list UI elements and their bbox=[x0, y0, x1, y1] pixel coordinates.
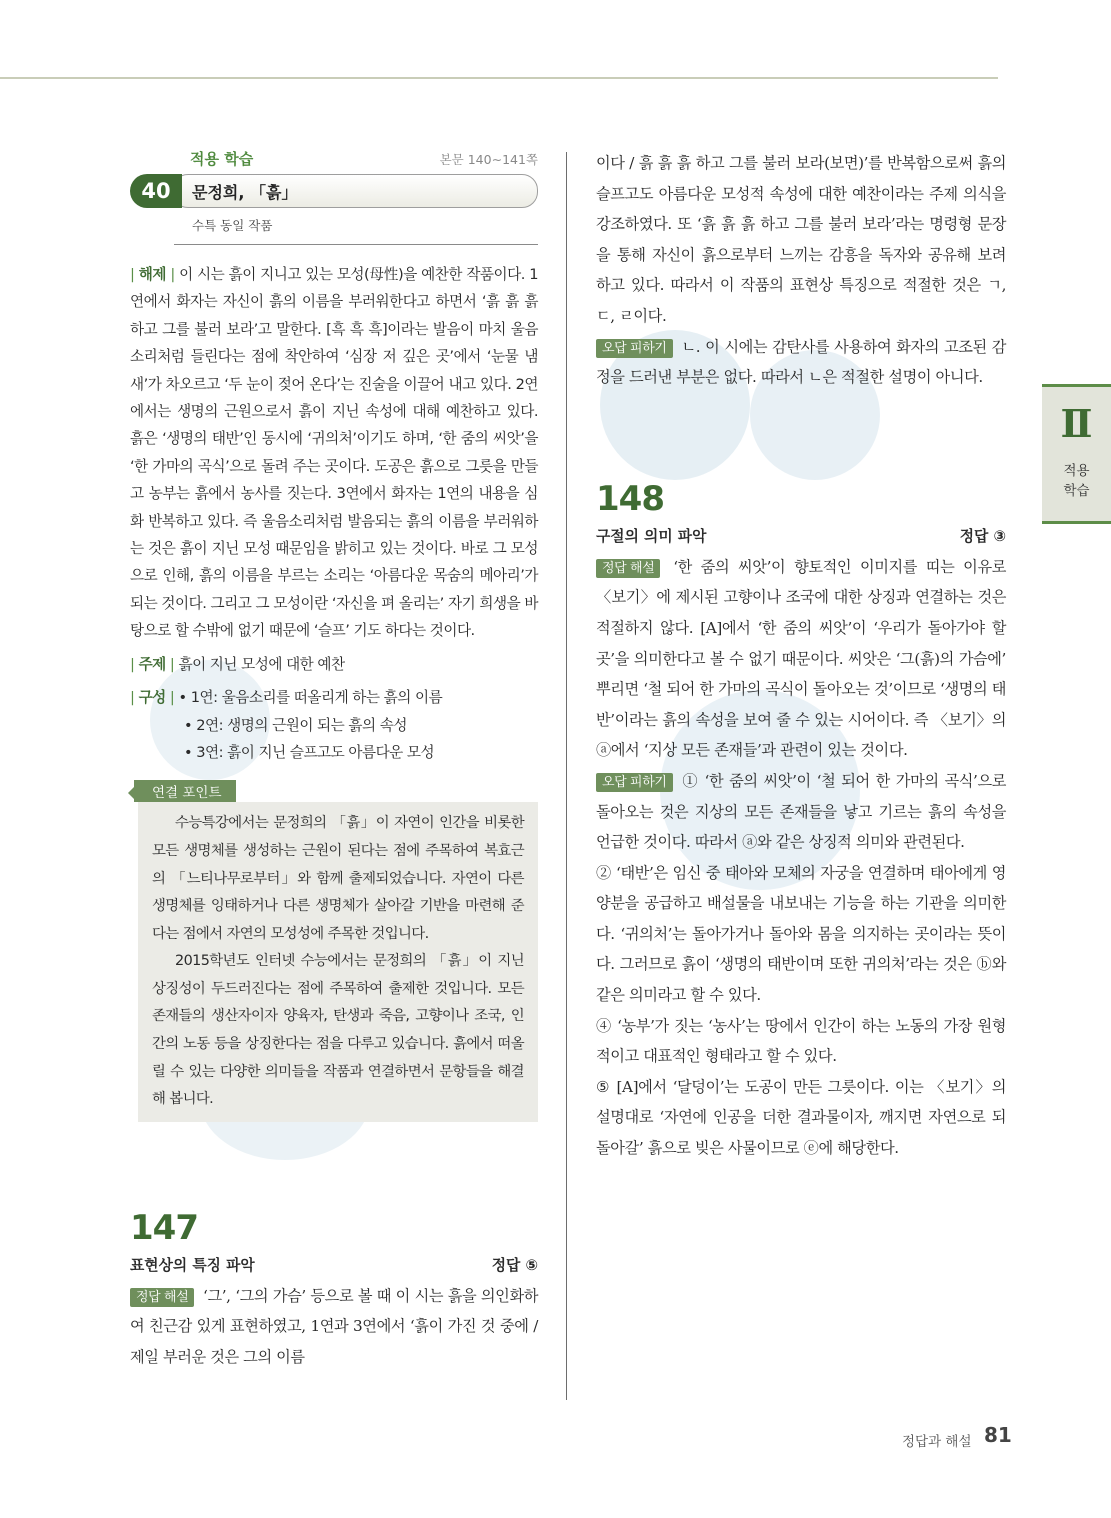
answer-explanation bbox=[130, 1281, 538, 1373]
chapter-label-line: 학습 bbox=[1063, 483, 1090, 499]
chapter-side-tab bbox=[1042, 384, 1111, 524]
structure-label: 구성 bbox=[138, 689, 166, 707]
answer-tag: 정답 해설 bbox=[596, 559, 660, 578]
wrong-item: ④ ‘농부’가 짓는 ‘농사’는 땅에서 인간이 하는 노동의 가장 원형적이고 대표적인 형태라고 할 수 있다. bbox=[596, 1016, 1006, 1066]
answer-text: ‘한 줌의 씨앗’이 향토적인 이미지를 띠는 이유로 〈보기〉에 제시된 고향이나 조국에 대한 상징과 연결하는 것은 적절하지 않다. [A]에서 ‘한 줌의 씨앗’이 ‘우리가 돌아가야 할 곳’을 의미한다고 볼 수 없기 때문이다. 씨앗은 ‘그(흙)의 가슴에’ 뿌리면 ‘철 되어 한 가마의 곡식이 돌아오는 것’이므로 ‘생명의 태반’이라는 흙의 속성을 보여 줄 수 있는 시어이다. 즉 〈보기〉의 ⓐ에서 ‘지상 모든 존재들’과 관련이 있는 것이다. bbox=[596, 557, 1006, 760]
right-column bbox=[596, 148, 1006, 1164]
structure-list bbox=[130, 712, 538, 767]
connection-point bbox=[130, 780, 538, 1122]
analysis-paragraph: | 해제 | 이 시는 흙이 지니고 있는 모성(母性)을 예찬한 작품이다. 1연에서 화자는 자신이 흙의 이름을 부러워한다고 하면서 ‘흙 흙 흙하고 그를 불러 보라’고 말한다. [흑 흑 흑]이라는 발음이 마치 울음소리처럼 들린다는 점에 착안하여 ‘심장 저 깊은 곳’에서 ‘눈물 냄새’가 차오르고 ‘두 눈이 젖어 온다’는 진술을 이끌어 내고 있다. 2연에서는 생명의 근원으로서 흙이 지닌 속성에 대해 예찬하고 있다. 흙은 ‘생명의 태반’인 동시에 ‘귀의처’이기도 하며, ‘한 줌의 씨앗’을 ‘한 가마의 곡식’으로 돌려 주는 곳이다. 도공은 흙으로 그릇을 만들고 농부는 흙에서 농사를 짓는다. 3연에서 화자는 1연의 내용을 심화 반복하고 있다. 즉 울음소리처럼 발음되는 흙의 이름을 부러워하는 것은 흙이 지닌 모성 때문임을 밝히고 있는 것이다. 바로 그 모성으로 인해, 흙의 이름을 부르는 소리는 ‘아름다운 목숨의 메아리’가 되는 것이다. 그리고 그 모성이란 ‘자신을 펴 올리는’ 자기 희생을 바탕으로 할 수밖에 없기 때문에 ‘슬프’ 기도 하다는 것이다. bbox=[130, 266, 538, 640]
wrong-item: ② ‘태반’은 임신 중 태아와 모체의 자궁을 연결하며 태아에게 영양분을 공급하고 배설물을 내보내는 기능을 하는 기관을 의미한다. ‘귀의처’는 돌아가거나 돌아와 몸을 의지하는 곳이라는 뜻이다. 그러므로 흙이 ‘생명의 태반이며 또한 귀의처’라는 것은 ⓑ와 같은 의미라고 할 수 있다. bbox=[596, 863, 1006, 1005]
left-column bbox=[130, 148, 538, 1373]
question-147 bbox=[130, 1208, 538, 1373]
question-topic-row bbox=[596, 525, 1006, 546]
chapter-label-line: 적용 bbox=[1063, 463, 1090, 479]
page-reference: 본문 140∼141쪽 bbox=[439, 152, 538, 167]
work-title-bar bbox=[130, 174, 538, 208]
analysis-label: 해제 bbox=[138, 266, 166, 283]
answer-explanation bbox=[596, 552, 1006, 766]
analysis-text: 이 시는 흙이 지니고 있는 모성(母性)을 예찬한 작품이다. 1연에서 화자는 자신이 흙의 이름을 부러워한다고 하면서 ‘흙 흙 흙하고 그를 불러 보라’고 말한다. [흑 흑 흑]이라는 발음이 마치 울음소리처럼 들린다는 점에 착안하여 ‘심장 저 깊은 곳’에서 ‘눈물 냄새’가 차오르고 ‘두 눈이 젖어 온다’는 진술을 이끌어 내고 있다. 2연에서는 생명의 근원으로서 흙이 지닌 속성에 대해 예찬하고 있다. 흙은 ‘생명의 태반’인 동시에 ‘귀의처’이기도 하며, ‘한 줌의 씨앗’을 ‘한 가마의 곡식’으로 돌려 주는 곳이다. 도공은 흙으로 그릇을 만들고 농부는 흙에서 농사를 짓는다. 3연에서 화자는 1연의 내용을 심화 반복하고 있다. 즉 울음소리처럼 발음되는 흙의 이름을 부러워하는 것은 흙이 지닌 모성 때문임을 밝히고 있는 것이다. 바로 그 모성으로 인해, 흙의 이름을 부르는 소리는 ‘아름다운 목숨의 메아리’가 되는 것이다. 그리고 그 모성이란 ‘자신을 펴 올리는’ 자기 희생을 바탕으로 할 수밖에 없기 때문에 ‘슬프’ 기도 하다는 것이다. bbox=[130, 266, 538, 640]
section-title: 적용 학습 bbox=[190, 150, 254, 168]
wrong-tag: 오답 피하기 bbox=[596, 773, 673, 792]
column-divider bbox=[566, 152, 567, 1400]
connection-box bbox=[138, 802, 538, 1122]
answer-text: ‘그’, ‘그의 가슴’ 등으로 볼 때 이 시는 흙을 의인화하여 친근감 있게 표현하였고, 1연과 3연에서 ‘흙이 가진 것 중에 / 제일 부러운 것은 그의 이름 bbox=[130, 1286, 538, 1367]
structure-item: • 3연: 흙이 지닌 슬프고도 아름다운 모성 bbox=[184, 743, 435, 761]
section-header bbox=[130, 148, 538, 174]
theme-paragraph: | 주제 | 흙이 지닌 모성에 대한 예찬 bbox=[130, 655, 345, 673]
answer-label: 정답 ③ bbox=[959, 527, 1006, 545]
answer-tag: 정답 해설 bbox=[130, 1288, 194, 1307]
answer-continuation: 이다 / 흙 흙 흙 하고 그를 불러 보라(보면)’를 반복함으로써 흙의 슬프고도 아름다운 모성적 속성에 대한 예찬이라는 주제 의식을 강조하였다. 또 ‘흙 흙 흙 하고 그를 불러 보라’라는 명령형 문장을 통해 자신이 흙으로부터 느끼는 감흥을 독자와 공유해 보려 하고 있다. 따라서 이 작품의 표현상 특징으로 적절한 것은 ㄱ, ㄷ, ㄹ이다. bbox=[596, 154, 1006, 325]
wrong-answer-explanation bbox=[596, 332, 1006, 393]
question-number: 147 bbox=[130, 1207, 198, 1248]
work-title: 문정희, 「흙」 bbox=[192, 183, 298, 202]
question-topic: 구절의 의미 파악 bbox=[596, 527, 707, 545]
wrong-tag: 오답 피하기 bbox=[596, 339, 673, 358]
wrong-answer-explanation bbox=[596, 766, 1006, 858]
question-number: 148 bbox=[596, 478, 664, 519]
question-148 bbox=[596, 479, 1006, 1164]
question-topic: 표현상의 특징 파악 bbox=[130, 1256, 255, 1274]
connection-label: 연결 포인트 bbox=[134, 780, 236, 802]
page-number: 81 bbox=[984, 1423, 1012, 1447]
chapter-numeral: Ⅱ bbox=[1060, 401, 1093, 446]
top-rule bbox=[0, 77, 998, 79]
structure-item: • 1연: 울음소리를 떠올리게 하는 흙의 이름 bbox=[178, 689, 443, 707]
wrong-text: ㄴ. 이 시에는 감탄사를 사용하여 화자의 고조된 감정을 드러낸 부분은 없다. 따라서 ㄴ은 적절한 설명이 아니다. bbox=[596, 337, 1006, 387]
wrong-item: ⑤ [A]에서 ‘달덩이’는 도공이 만든 그릇이다. 이는 〈보기〉의 설명대로 ‘자연에 인공을 더한 결과물이자, 깨지면 자연으로 되돌아갈’ 흙으로 빚은 사물이므로 ⓔ에 해당한다. bbox=[596, 1077, 1006, 1158]
theme-label: 주제 bbox=[138, 655, 166, 673]
connection-paragraph: 수능특강에서는 문정희의 「흙」이 자연이 인간을 비롯한 모든 생명체를 생성하는 근원이 된다는 점에 주목하여 복효근의 「느티나무로부터」와 함께 출제되었습니다. 자연이 다른 생명체를 잉태하거나 다른 생명체가 살아갈 기반을 마련해 준다는 점에서 자연의 모성성에 주목한 것입니다. bbox=[152, 815, 524, 942]
work-number-badge: 40 bbox=[130, 174, 182, 208]
theme-text: 흙이 지닌 모성에 대한 예찬 bbox=[178, 655, 345, 673]
question-topic-row bbox=[130, 1254, 538, 1275]
wrong-text: ① ‘한 줌의 씨앗’이 ‘철 되어 한 가마의 곡식’으로 돌아오는 것은 지상의 모든 존재들을 낳고 기르는 흙의 속성을 언급한 것이다. 따라서 ⓐ와 같은 상징적 의미와 관련된다. bbox=[596, 771, 1007, 852]
work-subtitle: 수특 동일 작품 bbox=[174, 214, 538, 245]
chapter-label bbox=[1042, 461, 1111, 501]
structure-paragraph: | 구성 | • 1연: 울음소리를 떠올리게 하는 흙의 이름 bbox=[130, 689, 443, 707]
footer-label: 정답과 해설 bbox=[902, 1434, 972, 1450]
structure-item: • 2연: 생명의 근원이 되는 흙의 속성 bbox=[184, 716, 407, 734]
answer-label: 정답 ⑤ bbox=[491, 1256, 538, 1274]
connection-paragraph: 2015학년도 인터넷 수능에서는 문정희의 「흙」이 지닌 상징성이 두드러진다는 점에 주목하여 출제한 것입니다. 모든 존재들의 생산자이자 양육자, 탄생과 죽음, 고향이나 조국, 인간의 노동 등을 상징한다는 점을 다루고 있습니다. 흙에서 떠올릴 수 있는 다양한 의미들을 작품과 연결하면서 문항들을 해결해 봅니다. bbox=[152, 953, 524, 1108]
